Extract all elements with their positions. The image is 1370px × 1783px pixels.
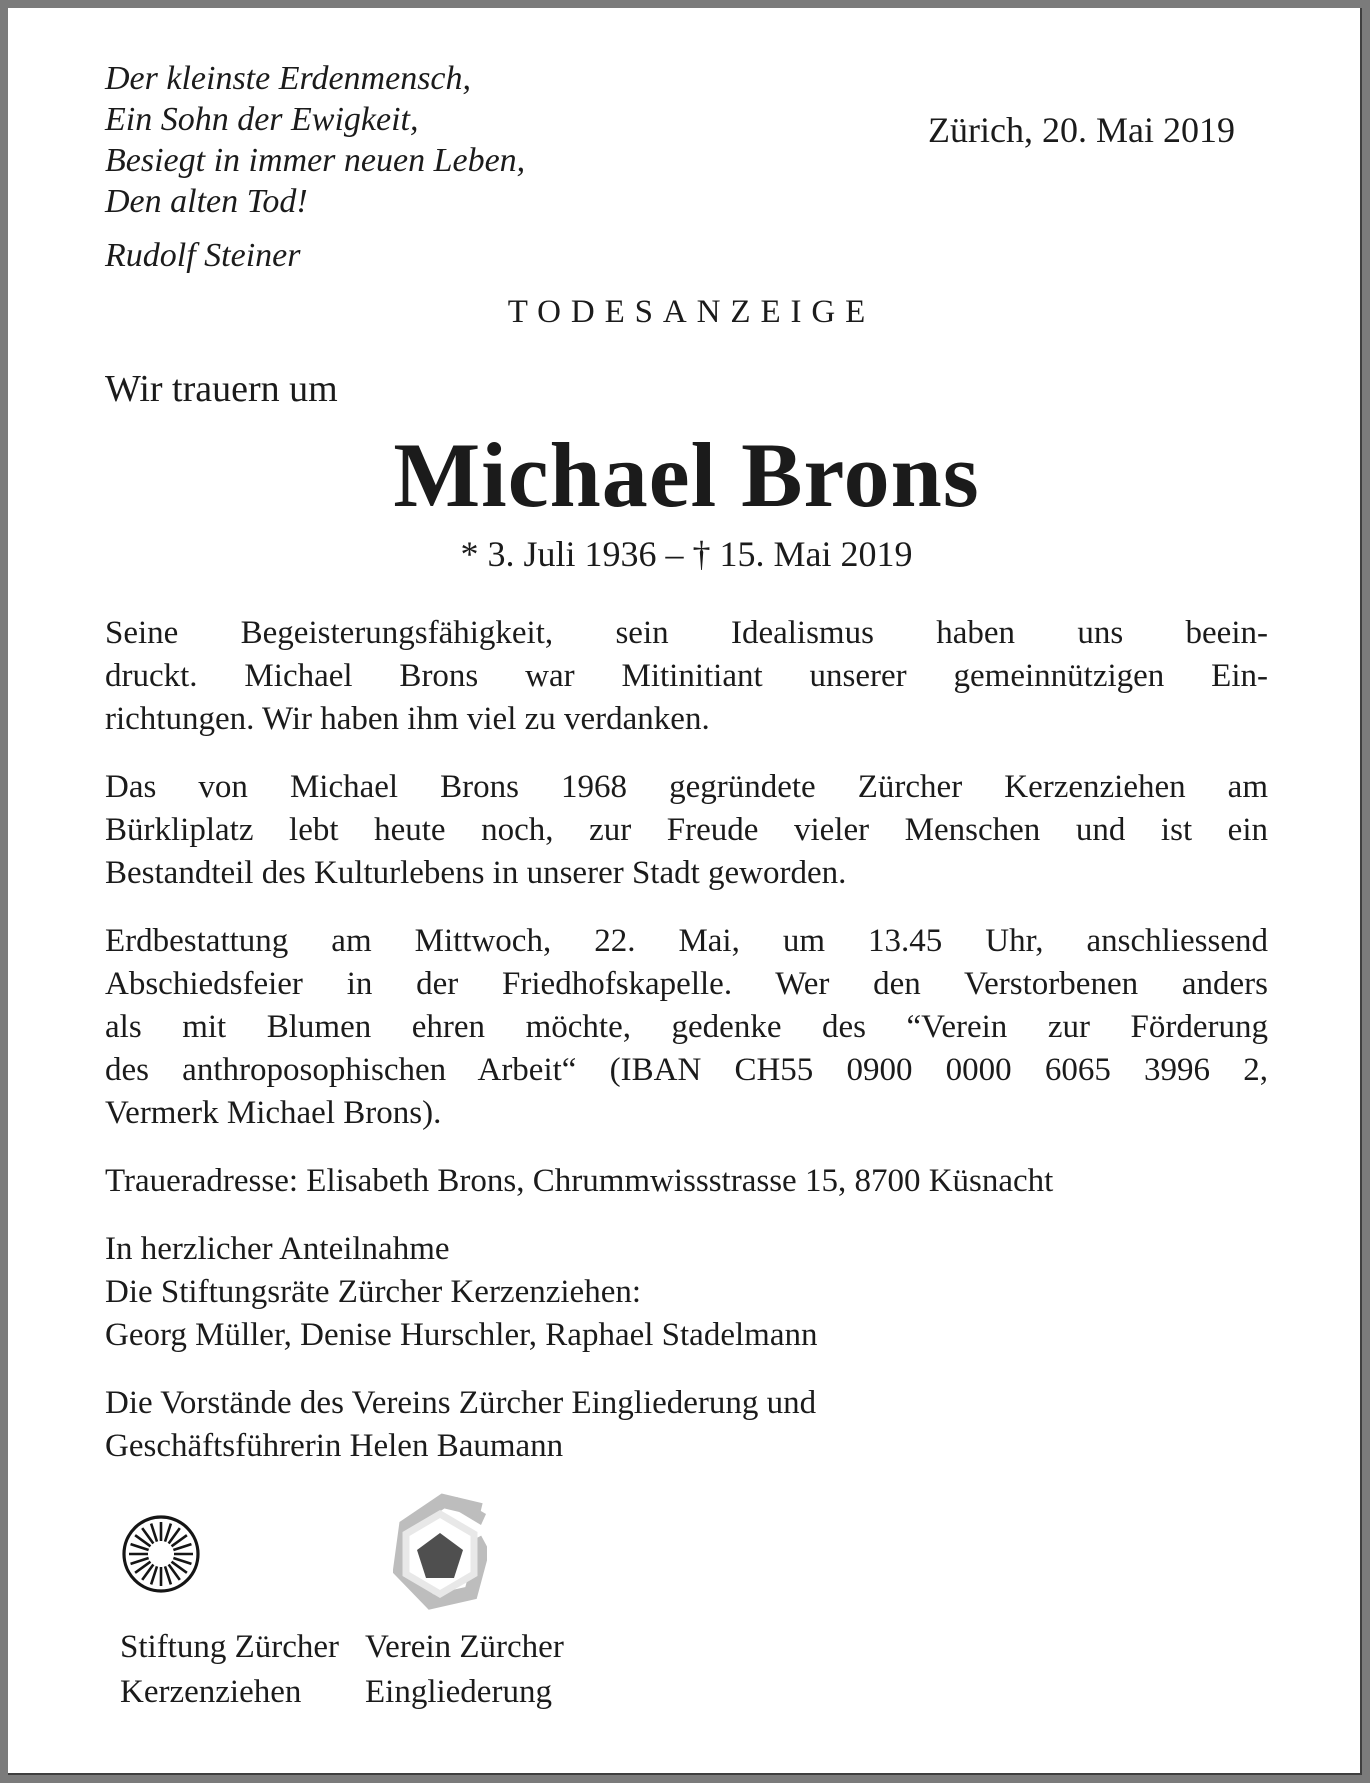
place-date-line: Zürich, 20. Mai 2019 [928, 110, 1235, 150]
logo-stiftung-kerzenziehen [105, 1493, 363, 1715]
header [105, 58, 1268, 276]
logo-label-verein [365, 1625, 621, 1715]
quote-line: Ein Sohn der Ewigkeit, [105, 101, 419, 138]
logo-icon-wrap [363, 1493, 621, 1625]
pentagon-swirl-icon [393, 1493, 487, 1613]
paragraph [105, 612, 1268, 741]
paragraph [105, 920, 1268, 1135]
text-line: Vermerk Michael Brons). [105, 1095, 442, 1131]
text-line: richtungen. Wir haben ihm viel zu verdanken. [105, 701, 710, 737]
quote-attribution: Rudolf Steiner [105, 237, 301, 274]
text-line: Traueradresse: Elisabeth Brons, Chrummwissstrasse 15, 8700 Küsnacht [105, 1163, 1054, 1199]
logo-label-stiftung [120, 1625, 363, 1715]
notice-type-heading: TODESANZEIGE [507, 294, 876, 330]
quote-line: Der kleinste Erdenmensch, [105, 60, 472, 97]
text-line: In herzlicher Anteilnahme [105, 1231, 450, 1267]
quote-line: Den alten Tod! [105, 183, 308, 220]
paragraph [105, 766, 1268, 895]
text-line: Die Stiftungsräte Zürcher Kerzenziehen: [105, 1274, 642, 1310]
text-line: Bestandteil des Kulturlebens in unserer Stadt geworden. [105, 855, 847, 891]
paragraph [105, 1228, 1268, 1357]
logo-label-line: Kerzenziehen [120, 1674, 302, 1710]
opening-quote [105, 58, 1268, 276]
text-line: Georg Müller, Denise Hurschler, Raphael Stadelmann [105, 1317, 818, 1353]
paragraph [105, 1160, 1268, 1203]
deceased-name: Michael Brons [393, 424, 980, 526]
logo-label-line: Eingliederung [365, 1674, 552, 1710]
text-line: Das von Michael Brons 1968 gegründete Zürcher Kerzenziehen am [105, 769, 1268, 805]
logo-label-line: Verein Zürcher [365, 1629, 564, 1665]
text-line: Erdbestattung am Mittwoch, 22. Mai, um 13.45 Uhr, anschliessend [105, 923, 1268, 959]
text-line: Seine Begeisterungsfähigkeit, sein Idealismus haben uns beein- [105, 615, 1268, 651]
sunburst-icon [120, 1513, 202, 1595]
logo-icon-wrap [105, 1493, 363, 1625]
text-line: Geschäftsführerin Helen Baumann [105, 1428, 564, 1464]
text-line: Abschiedsfeier in der Friedhofskapelle. Wer den Verstorbenen anders [105, 966, 1268, 1002]
quote-line: Besiegt in immer neuen Leben, [105, 142, 526, 179]
body-paragraphs [105, 612, 1268, 1468]
paragraph [105, 1382, 1268, 1468]
logos-row [105, 1493, 1268, 1715]
text-line: als mit Blumen ehren möchte, gedenke des “Verein zur Förderung [105, 1009, 1268, 1045]
logo-verein-eingliederung [363, 1493, 621, 1715]
logo-label-line: Stiftung Zürcher [120, 1629, 340, 1665]
life-dates: * 3. Juli 1936 – † 15. Mai 2019 [460, 534, 913, 574]
text-line: Bürkliplatz lebt heute noch, zur Freude vieler Menschen und ist ein [105, 812, 1268, 848]
text-line: Die Vorstände des Vereins Zürcher Eingliederung und [105, 1385, 817, 1421]
text-line: des anthroposophischen Arbeit“ (IBAN CH55 0900 0000 6065 3996 2, [105, 1052, 1268, 1088]
text-line: druckt. Michael Brons war Mitinitiant unserer gemeinnützigen Ein- [105, 658, 1268, 694]
intro-line: Wir trauern um [105, 368, 338, 410]
